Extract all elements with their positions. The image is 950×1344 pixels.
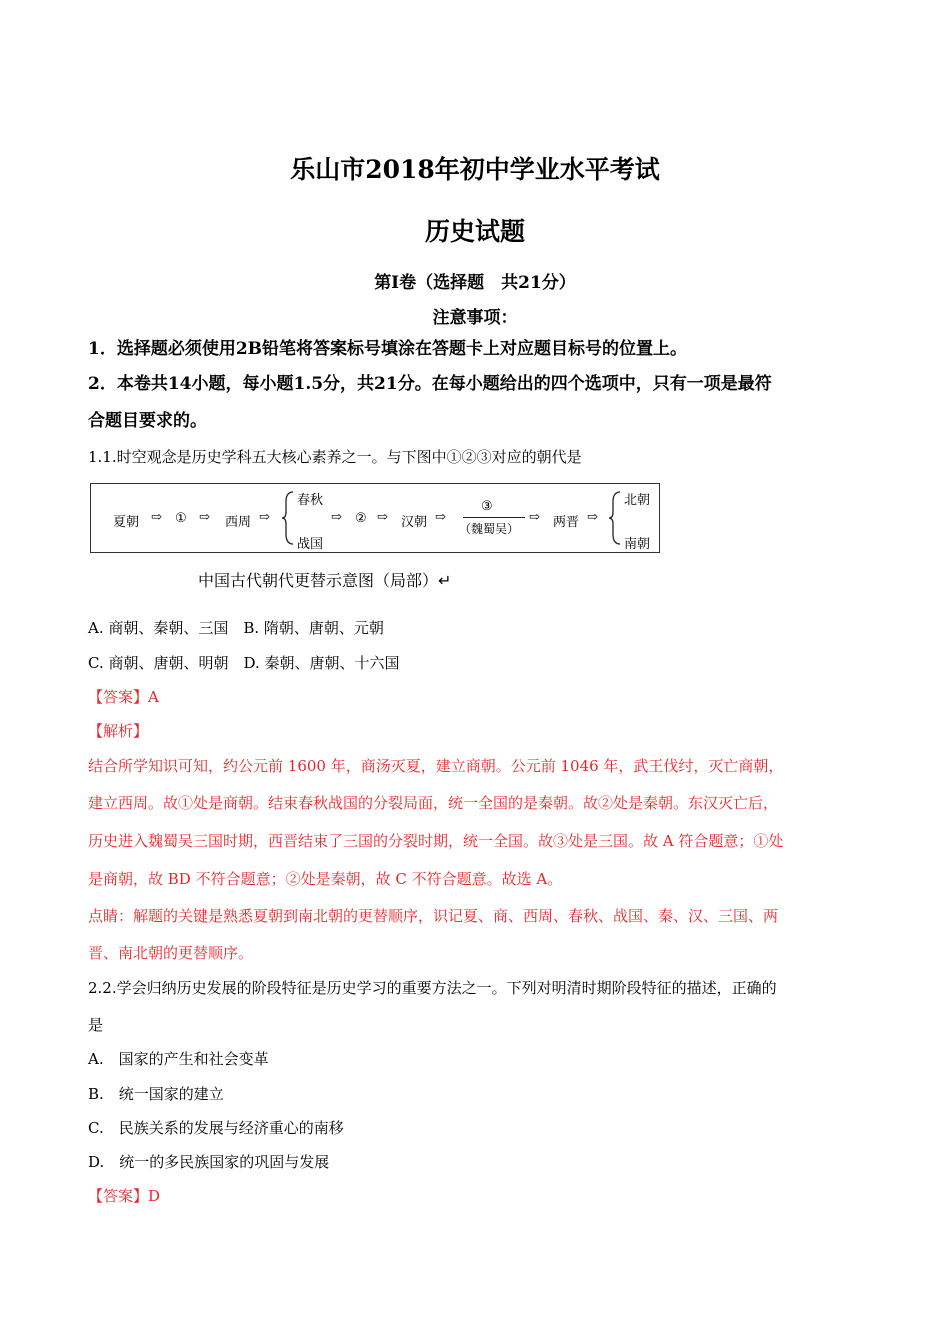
answer-value: D (148, 1187, 161, 1205)
arrow-icon: ⇨ (151, 510, 162, 525)
analysis-line: 结合所学知识可知，约公元前 1600 年，商汤灭夏，建立商朝。公元前 1046 年，武王伐纣，灭亡商朝， (88, 757, 784, 775)
node-zhanguo: 战国 (297, 537, 324, 552)
arrow-icon: ⇨ (259, 510, 270, 525)
arrow-icon: ⇨ (529, 510, 540, 525)
arrow-icon: ⇨ (331, 510, 342, 525)
section-heading: 第Ⅰ卷（选择题 共21分） (374, 273, 576, 293)
fraction-bar (463, 517, 525, 518)
node-liangjin: 两晋 (553, 515, 580, 530)
node-weishuwu: （魏蜀吴） (459, 522, 520, 536)
notice-item-2: 2．本卷共14小题，每小题1.5分，共21分。在每小题给出的四个选项中，只有一项是最符 (88, 374, 772, 394)
node-han: 汉朝 (401, 515, 428, 530)
analysis-line: 点睛：解题的关键是熟悉夏朝到南北朝的更替顺序，识记夏、商、西周、春秋、战国、秦、汉、三国、两 (88, 907, 779, 925)
arrow-icon: ⇨ (377, 510, 388, 525)
analysis-tag: 【解析】 (88, 722, 149, 740)
arrow-icon: ⇨ (199, 510, 210, 525)
notice-item-2-cont: 合题目要求的。 (88, 411, 207, 431)
analysis-line: 晋、南北朝的更替顺序。 (88, 944, 254, 962)
analysis-line: 建立西周。故①处是商朝。结束春秋战国的分裂局面，统一全国的是秦朝。故②处是秦朝。东汉灭亡后， (88, 794, 779, 812)
dynasty-diagram (90, 483, 660, 553)
node-nanchao: 南朝 (624, 537, 651, 552)
arrow-icon: ⇨ (435, 510, 446, 525)
node-circle-2: ② (355, 511, 367, 526)
brace-icon (608, 490, 622, 546)
answer-value: A (148, 688, 159, 706)
question-2-option-c: C. 民族关系的发展与经济重心的南移 (88, 1119, 344, 1137)
node-chunqiu: 春秋 (297, 493, 324, 508)
question-1-answer (88, 686, 868, 708)
question-2-option-a: A. 国家的产生和社会变革 (88, 1050, 269, 1068)
brace-icon (281, 490, 295, 546)
diagram-caption: 中国古代朝代更替示意图（局部）↵ (198, 571, 452, 590)
node-circle-3: ③ (481, 499, 493, 514)
arrow-icon: ⇨ (587, 510, 598, 525)
question-2-option-d: D. 统一的多民族国家的巩固与发展 (88, 1153, 330, 1171)
question-2-answer (88, 1185, 868, 1207)
analysis-line: 历史进入魏蜀吴三国时期，西晋结束了三国的分裂时期，统一全国。故③处是三国。故 A 符合题意；①处 (88, 832, 784, 850)
analysis-line: 是商朝，故 BD 不符合题意；②处是秦朝，故 C 不符合题意。故选 A。 (88, 870, 563, 888)
node-circle-1: ① (175, 511, 187, 526)
notice-item-1: 1．选择题必须使用2B铅笔将答案标号填涂在答题卡上对应题目标号的位置上。 (88, 339, 688, 359)
question-2-stem: 2.2.学会归纳历史发展的阶段特征是历史学习的重要方法之一。下列对明清时期阶段特征的描述，正确的 (88, 979, 777, 997)
question-1-stem: 1.1.时空观念是历史学科五大核心素养之一。与下图中①②③对应的朝代是 (88, 448, 582, 466)
answer-tag: 【答案】 (88, 1187, 149, 1205)
notice-heading: 注意事项： (432, 308, 518, 328)
question-1-options-ab: A. 商朝、秦朝、三国 B. 隋朝、唐朝、元朝 (88, 619, 384, 637)
exam-title: 乐山市2018年初中学业水平考试 (290, 155, 660, 184)
question-2-stem-cont: 是 (88, 1016, 104, 1034)
answer-tag: 【答案】 (88, 688, 149, 706)
exam-subtitle: 历史试题 (424, 217, 525, 246)
question-1-options-cd: C. 商朝、唐朝、明朝 D. 秦朝、唐朝、十六国 (88, 654, 400, 672)
node-xia: 夏朝 (113, 515, 140, 530)
node-xizhou: 西周 (225, 515, 252, 530)
question-2-option-b: B. 统一国家的建立 (88, 1085, 224, 1103)
node-beichao: 北朝 (624, 493, 651, 508)
